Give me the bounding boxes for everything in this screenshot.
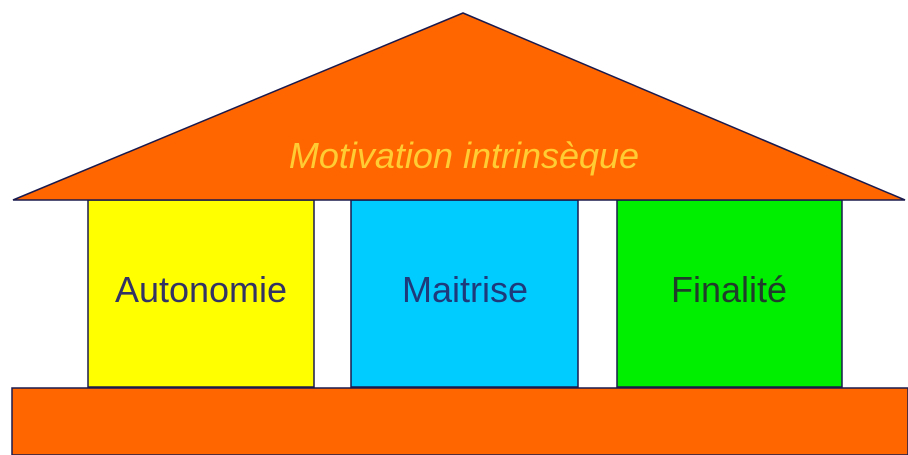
base-foundation	[12, 388, 908, 455]
pillar-label-autonomie: Autonomie	[114, 269, 288, 310]
roof-title: Motivation intrinsèque	[288, 135, 640, 176]
pillar-label-finalite: Finalité	[670, 269, 788, 310]
pillar-label-maitrise: Maitrise	[401, 269, 529, 310]
